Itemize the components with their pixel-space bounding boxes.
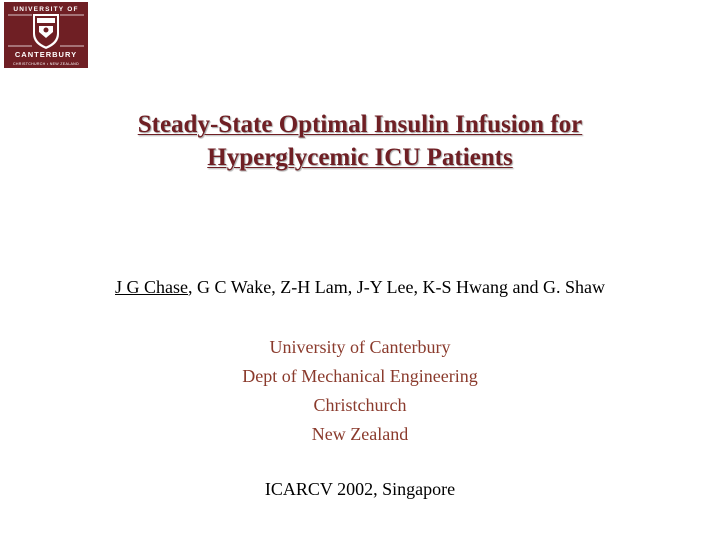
logo-bottom-text: CANTERBURY [14, 50, 78, 59]
title-line-1: Steady-State Optimal Insulin Infusion for [137, 111, 583, 138]
co-authors: , G C Wake, Z-H Lam, J-Y Lee, K-S Hwang and G. Shaw [188, 277, 605, 297]
affiliation-line: Dept of Mechanical Engineering [242, 366, 478, 386]
affiliation-line: New Zealand [311, 424, 409, 444]
affiliation-line: University of Canterbury [269, 337, 451, 357]
logo-top-text: UNIVERSITY OF [13, 6, 79, 13]
author-list [0, 276, 720, 298]
affiliation-block [0, 333, 720, 449]
lead-author: J G Chase [115, 277, 189, 297]
title-line-2: Hyperglycemic ICU Patients [207, 144, 513, 171]
logo-tagline: CHRISTCHURCH • NEW ZEALAND [13, 62, 79, 66]
affiliation-line: Christchurch [313, 395, 407, 415]
conference-line: ICARCV 2002, Singapore [264, 479, 456, 499]
university-logo [4, 2, 88, 68]
slide-title [0, 108, 720, 174]
